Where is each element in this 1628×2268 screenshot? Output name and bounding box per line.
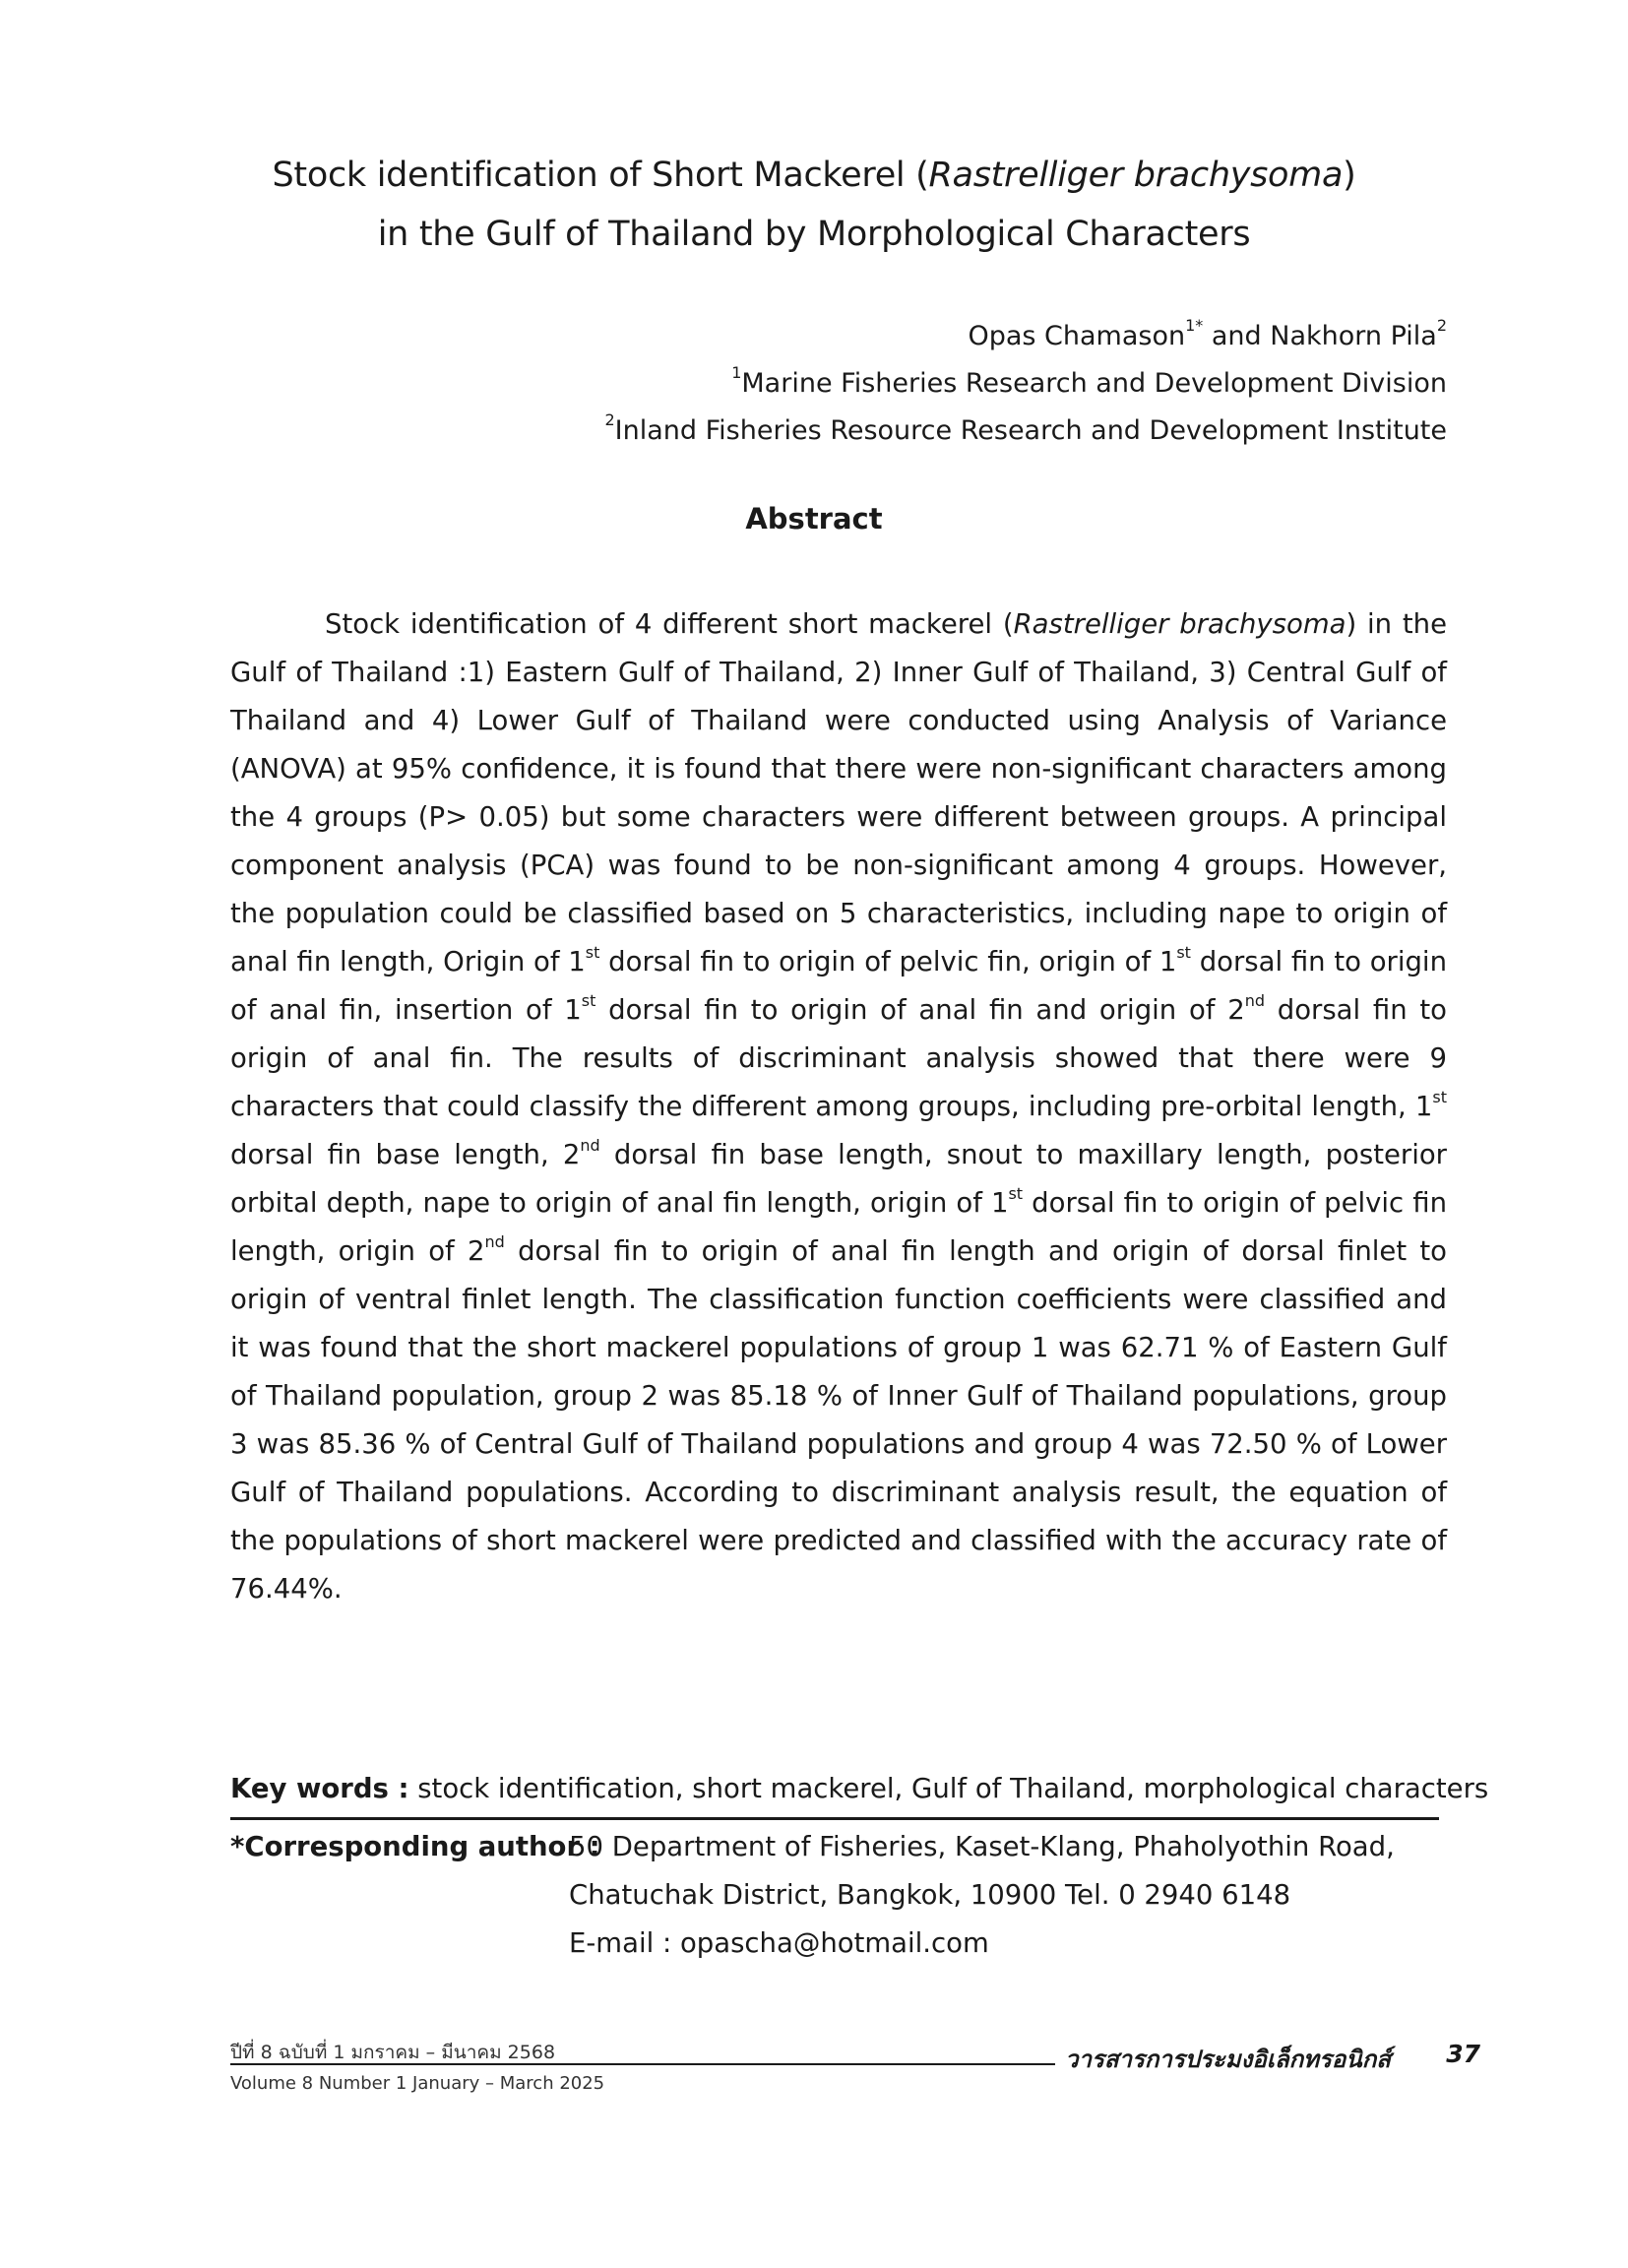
keywords-text: stock identification, short mackerel, Gulf of Thailand, morphological characters bbox=[408, 1773, 1489, 1804]
author-names: Opas Chamason$^{1*}$ and Nakhorn Pila$^2$ bbox=[968, 316, 1447, 351]
corresponding-city: Chatuchak District, Bangkok, 10900 Tel. 0 2940 6148 bbox=[569, 1879, 1291, 1911]
keywords-divider bbox=[230, 1817, 1439, 1820]
corresponding-email: E-mail : opascha@hotmail.com bbox=[569, 1927, 989, 1959]
keywords-label: Key words : bbox=[230, 1773, 409, 1804]
page-number: 37 bbox=[1446, 2040, 1480, 2068]
abstract-heading: Abstract bbox=[745, 502, 883, 536]
affiliation-1: $^1$Marine Fisheries Research and Development Division bbox=[731, 363, 1447, 399]
corresponding-address: 50 Department of Fisheries, Kaset-Klang, Phaholyothin Road, bbox=[569, 1831, 1395, 1862]
footer-english-issue: Volume 8 Number 1 January – March 2025 bbox=[230, 2073, 605, 2094]
abstract-body: Stock identification of 4 different short mackerel (Rastrelliger brachysoma) in the Gulf of Thailand :1) Eastern Gulf of Thailand, 2) Inner Gulf of Thailand, 3) Central Gulf of Thailand and 4) Lower Gulf of Thailand were conducted using Analysis of Variance (ANOVA) at 95% confidence, it is found that there were non-significant characters among the 4 groups (P> 0.05) but some characters were different between groups. A principal component analysis (PCA) was found to be non-significant among 4 groups. However, the population could be classified based on 5 characteristics, including nape to origin of anal fin length, Origin of 1st dorsal fin to origin of pelvic fin, origin of 1st dorsal fin to origin of anal fin, insertion of 1st dorsal fin to origin of anal fin and origin of 2nd dorsal fin to origin of anal fin. The results of discriminant analysis showed that there were 9 characters that could classify the different among groups, including pre-orbital length, 1st dorsal fin base length, 2nd dorsal fin base length, snout to maxillary length, posterior orbital depth, nape to origin of anal fin length, origin of 1st dorsal fin to origin of pelvic fin length, origin of 2nd dorsal fin to origin of anal fin length and origin of dorsal finlet to origin of ventral finlet length. The classification function coefficients were classified and it was found that the short mackerel populations of group 1 was 62.71 % of Eastern Gulf of Thailand population, group 2 was 85.18 % of Inner Gulf of Thailand populations, group 3 was 85.36 % of Central Gulf of Thailand populations and group 4 was 72.50 % of Lower Gulf of Thailand populations. According to discriminant analysis result, the equation of the populations of short mackerel were predicted and classified with the accuracy rate of 76.44%. bbox=[230, 608, 1448, 1605]
corresponding-label: *Corresponding author : bbox=[230, 1831, 600, 1862]
corresponding-author bbox=[230, 1823, 1395, 1968]
title-line-2: in the Gulf of Thailand by Morphological Characters bbox=[377, 215, 1251, 254]
footer-divider bbox=[230, 2063, 1055, 2065]
abstract-species-name: Rastrelliger brachysoma bbox=[1013, 608, 1346, 640]
footer-thai-issue: ปีที่ 8 ฉบับที่ 1 มกราคม – มีนาคม 2568 bbox=[230, 2042, 556, 2063]
keywords bbox=[230, 1767, 1489, 1810]
title-line-1: Stock identification of Short Mackerel (Rastrelliger brachysoma) bbox=[272, 156, 1356, 195]
affiliation-2: $^2$Inland Fisheries Resource Research and Development Institute bbox=[604, 410, 1447, 446]
author-block bbox=[604, 313, 1447, 455]
paper-title bbox=[0, 146, 1628, 264]
title-species-name: Rastrelliger brachysoma bbox=[928, 156, 1344, 195]
footer-journal-name: วารสารการประมงอิเล็กทรอนิกส์ bbox=[1065, 2046, 1391, 2073]
